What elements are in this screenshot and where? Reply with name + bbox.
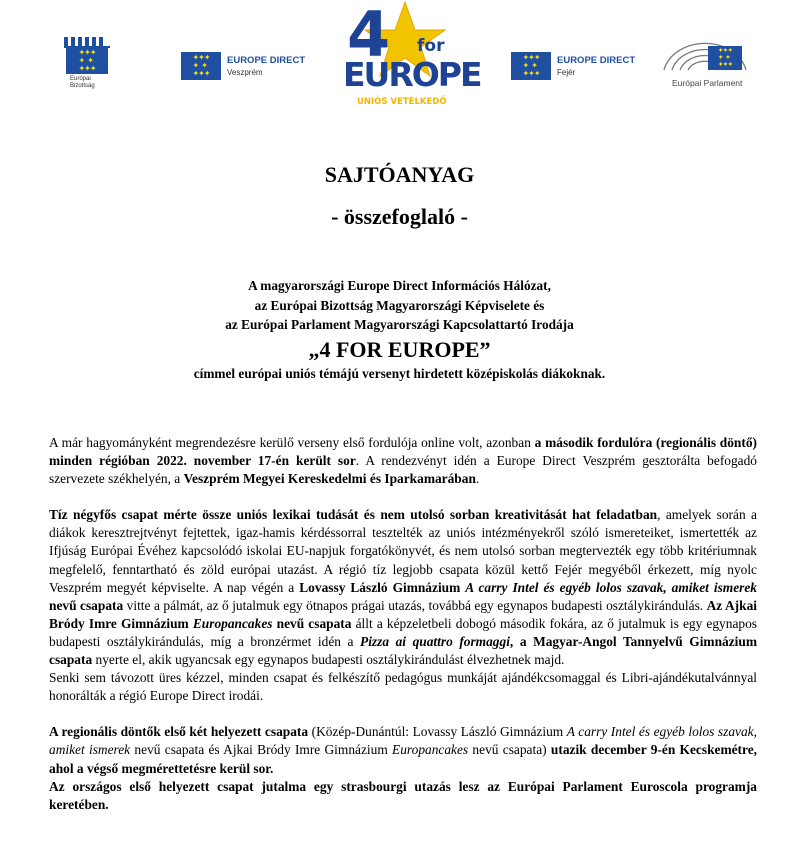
paragraph-prizes: Senki sem távozott üres kézzel, minden csapat és felkészítő pedagógus munkáját ajándékcsomaggal és Libri-ajándékutalvánnyal honorálták a régió Europe Direct irodái.	[49, 670, 757, 704]
document-subtitle: - összefoglaló -	[331, 204, 468, 229]
intro-block	[0, 276, 799, 383]
europe-direct-fejer-logo	[511, 52, 641, 82]
intro-line-1: A magyarországi Europe Direct Információs Hálózat,	[248, 278, 551, 293]
commission-building-icon	[64, 34, 110, 48]
logo-number: 4	[347, 0, 391, 71]
logo-header	[0, 0, 799, 125]
intro-line-4: címmel európai uniós témájú versenyt hirdetett középiskolás diákoknak.	[193, 365, 606, 381]
ed-city: Fejér	[557, 68, 576, 77]
ed-city: Veszprém	[227, 68, 263, 77]
europe-direct-veszprem-logo	[181, 52, 311, 82]
ed-title: EUROPE DIRECT	[227, 55, 306, 66]
ed-title: EUROPE DIRECT	[557, 55, 636, 66]
logo-europe-text: EUROPE	[343, 55, 481, 94]
eu-flag-icon: ✦✦✦ ✦ ✦ ✦✦✦	[708, 46, 742, 70]
intro-line-2: az Európai Bizottság Magyarországi Képviselete és	[254, 297, 545, 313]
article-body	[49, 434, 757, 814]
paragraph-first-round: A már hagyományként megrendezésre kerülő verseny első fordulója online volt, azonban a második fordulóra (regionális döntő) minden régióban 2022. november 17-én került sor. A rendezvényt idén a Europe Direct Veszprém gesztorálta befogadó szervezete székhelyén, a Veszprém Megyei Kereskedelmi és Iparkamarában.	[49, 435, 758, 487]
ep-logo-text: Európai Parlament	[672, 78, 743, 88]
logo-subtitle: UNIÓS VETÉLKEDŐ	[357, 97, 447, 107]
logo-for-text: for	[417, 36, 445, 56]
eu-flag-icon: ✦✦✦ ✦ ✦ ✦✦✦	[511, 52, 551, 80]
eu-flag-icon: ✦✦✦ ✦ ✦ ✦✦✦	[66, 48, 108, 74]
ec-logo-text: Európai Bizottság	[70, 76, 95, 89]
4-for-europe-logo	[333, 0, 481, 122]
eu-flag-icon: ✦✦✦ ✦ ✦ ✦✦✦	[181, 52, 221, 80]
intro-line-3: az Európai Parlament Magyarországi Kapcsolattartó Irodája	[225, 317, 574, 333]
document-title: SAJTÓANYAG	[324, 162, 475, 187]
paragraph-national-prize: Az országos első helyezett csapat jutalma egy strasbourgi utazás lesz az Európai Parlament Euroscola programja keretében.	[49, 778, 757, 812]
european-commission-logo	[56, 34, 118, 90]
european-parliament-logo	[660, 32, 750, 92]
paragraph-final: A regionális döntők első két helyezett csapata (Közép-Dunántúl: Lovassy László Gimnázium A carry Intel és egyéb lolos szavak, amiket ismerek nevű csapata és Ajkai Bródy Imre Gimnázium Europancakes nevű csapata) utazik december 9-én Kecskemétre, ahol a végső megmérettetésre kerül sor.	[49, 724, 758, 776]
paragraph-results: Tíz négyfős csapat mérte össze uniós lexikai tudását és nem utolsó sorban kreativitását hat feladatban, amelyek során a diákok keresztrejtvényt fejtettek, igaz-hamis kérdéssorral tesztelték az uniós intézményekről szóló ismereteiket, ismertették az Ifjúság Európai Évéhez kapcsolódó iskolai EU-napjuk forgatókönyvét, és nem utolsó sorban megtervezték egy több kritériumnak megfelelő, fenntartható és zöld európai utazást. A régió tíz legjobb csapata közül kettő Fejér megyéből érkezett, míg nyolc Veszprém megyét képviselte. A nap végén a Lovassy László Gimnázium A carry Intel és egyéb lolos szavak, amiket ismerek nevű csapata vitte a pálmát, az ő jutalmuk egy ötnapos prágai utazás, továbbá egy egynapos budapesti osztálykirándulás. Az Ajkai Bródy Imre Gimnázium Europancakes nevű csapata állt a képzeletbeli dobogó második fokára, az ő jutalmuk is egy egynapos budapesti osztálykirándulás, míg a bronzérmet idén a Pizza ai quattro formaggi, a Magyar-Angol Tannyelvű Gimnázium csapata nyerte el, akik ugyancsak egy egynapos budapesti osztálykirándulást élvezhetnek majd.	[49, 507, 757, 668]
competition-name: „4 FOR EUROPE”	[308, 336, 491, 362]
